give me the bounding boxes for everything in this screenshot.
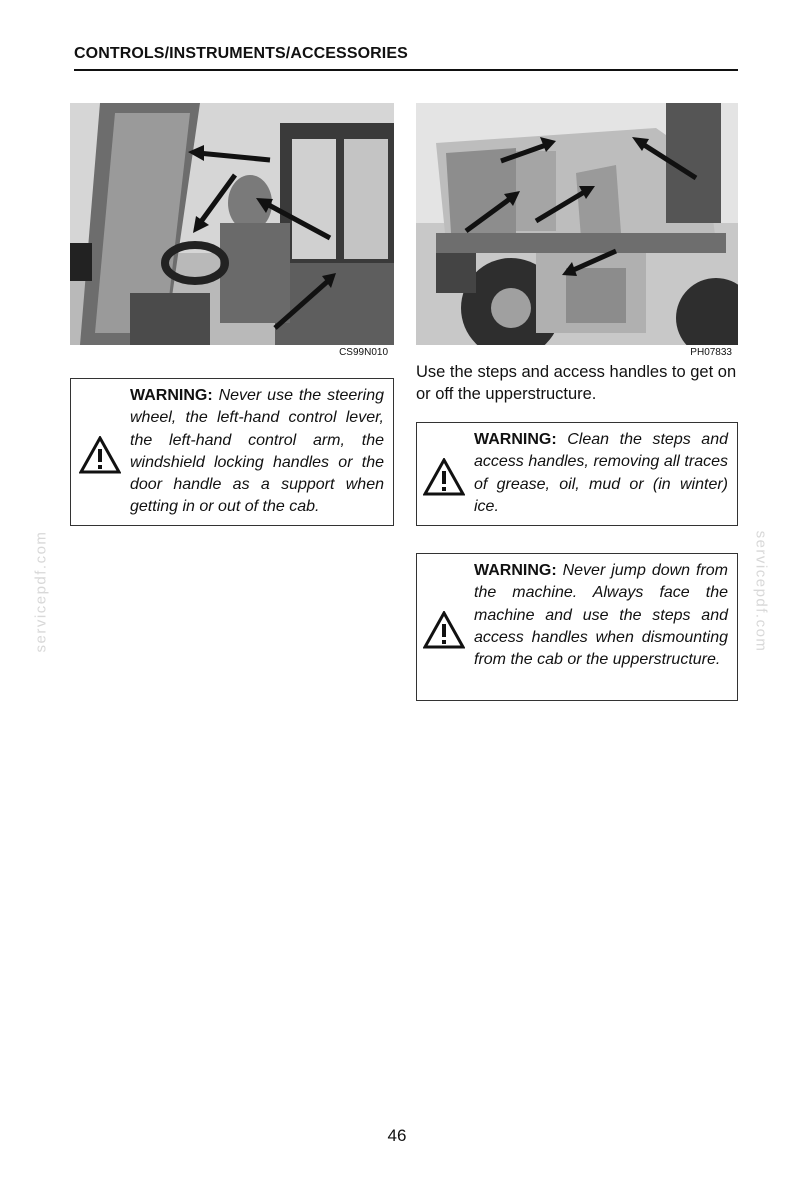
- warning-label: WARNING:: [474, 431, 568, 448]
- warning-message: Never use the steering wheel, the left-hand control lever, the left-hand control arm, the windshield locking handles or the door handle as a support when getting in or out of the cab.: [130, 387, 384, 516]
- warning-box-cab: [70, 378, 394, 526]
- warning-box-no-jumping: [416, 553, 738, 701]
- warning-text-no-jumping: [474, 560, 728, 671]
- right-figure-caption: PH07833: [690, 347, 732, 358]
- left-figure-caption: CS99N010: [339, 347, 388, 358]
- warning-triangle-icon: [423, 611, 465, 649]
- watermark-left: servicepdf.com: [32, 530, 50, 653]
- warning-message: Never jump down from the machine. Always face the machine and use the steps and access handles when dismounting from the cab or the upperstructure.: [474, 562, 728, 669]
- cab-photo: [70, 103, 394, 345]
- warning-label: WARNING:: [130, 387, 219, 404]
- warning-box-clean-steps: [416, 422, 738, 526]
- upperstructure-photo: [416, 103, 738, 345]
- warning-text-clean-steps: [474, 429, 728, 518]
- page-number: 46: [387, 1126, 407, 1145]
- warning-message: Clean the steps and access handles, removing all traces of grease, oil, mud or (in winter) ice.: [474, 431, 728, 515]
- page-header: CONTROLS/INSTRUMENTS/ACCESSORIES: [74, 45, 738, 71]
- steps-instruction-text: Use the steps and access handles to get on or off the upperstructure.: [416, 363, 737, 403]
- warning-text-cab: [130, 385, 384, 519]
- warning-label: WARNING:: [474, 562, 563, 579]
- watermark-right: servicepdf.com: [752, 530, 770, 653]
- warning-triangle-icon: [79, 436, 121, 474]
- warning-triangle-icon: [423, 458, 465, 496]
